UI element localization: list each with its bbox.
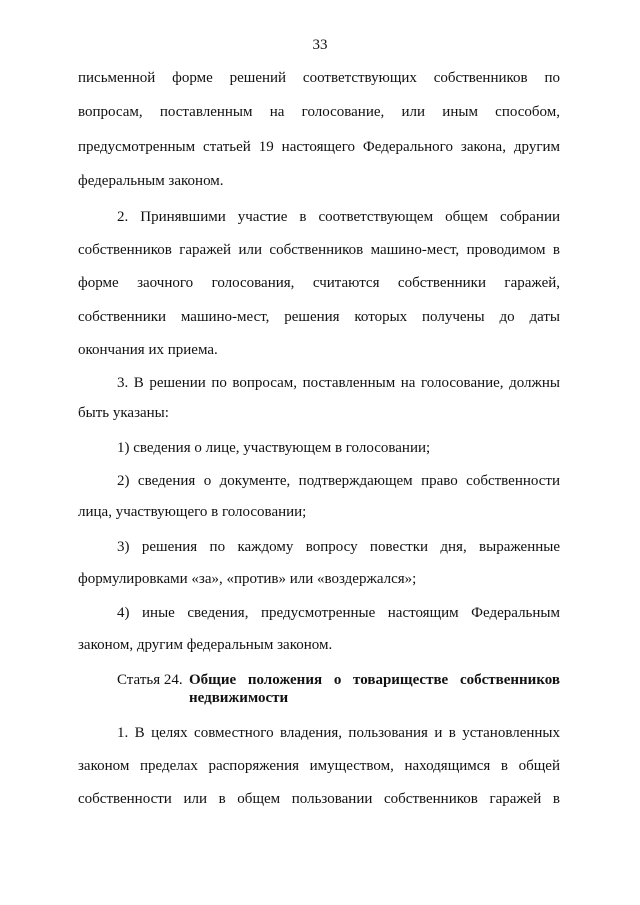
article-title: недвижимости: [189, 690, 289, 706]
text-line: законом пределах распоряжения имуществом, находящимся в общей: [78, 758, 560, 774]
text-line: быть указаны:: [78, 405, 169, 421]
text-line: письменной форме решений соответствующих собственников по: [78, 70, 560, 86]
text-line: вопросам, поставленным на голосование, или иным способом,: [78, 104, 560, 120]
text-line: 3. В решении по вопросам, поставленным на голосование, должны: [117, 375, 560, 391]
text-line: федеральным законом.: [78, 173, 224, 189]
text-line: форме заочного голосования, считаются собственники гаражей,: [78, 275, 560, 291]
text-line: 2) сведения о документе, подтверждающем право собственности: [117, 473, 560, 489]
text-line: 4) иные сведения, предусмотренные настоящим Федеральным: [117, 605, 560, 621]
text-line: 3) решения по каждому вопросу повестки дня, выраженные: [117, 539, 560, 555]
text-line: лица, участвующего в голосовании;: [78, 504, 307, 520]
text-line: собственности или в общем пользовании собственников гаражей в: [78, 791, 560, 807]
text-line: собственников гаражей или собственников машино-мест, проводимом в: [78, 242, 560, 258]
article-label: Статья 24.: [117, 672, 183, 688]
text-line: 2. Принявшими участие в соответствующем общем собрании: [117, 209, 560, 225]
article-title: Общие положения о товариществе собственников: [189, 672, 560, 688]
text-line: 1) сведения о лице, участвующем в голосовании;: [117, 440, 431, 456]
text-line: законом, другим федеральным законом.: [78, 637, 333, 653]
text-line: 1. В целях совместного владения, пользования и в установленных: [117, 725, 560, 741]
text-line: формулировками «за», «против» или «воздержался»;: [78, 571, 417, 587]
text-line: окончания их приема.: [78, 342, 218, 358]
page-number: 33: [312, 37, 328, 53]
text-line: собственники машино-мест, решения которых получены до даты: [78, 309, 560, 325]
text-line: предусмотренным статьей 19 настоящего Федерального закона, другим: [78, 139, 560, 155]
